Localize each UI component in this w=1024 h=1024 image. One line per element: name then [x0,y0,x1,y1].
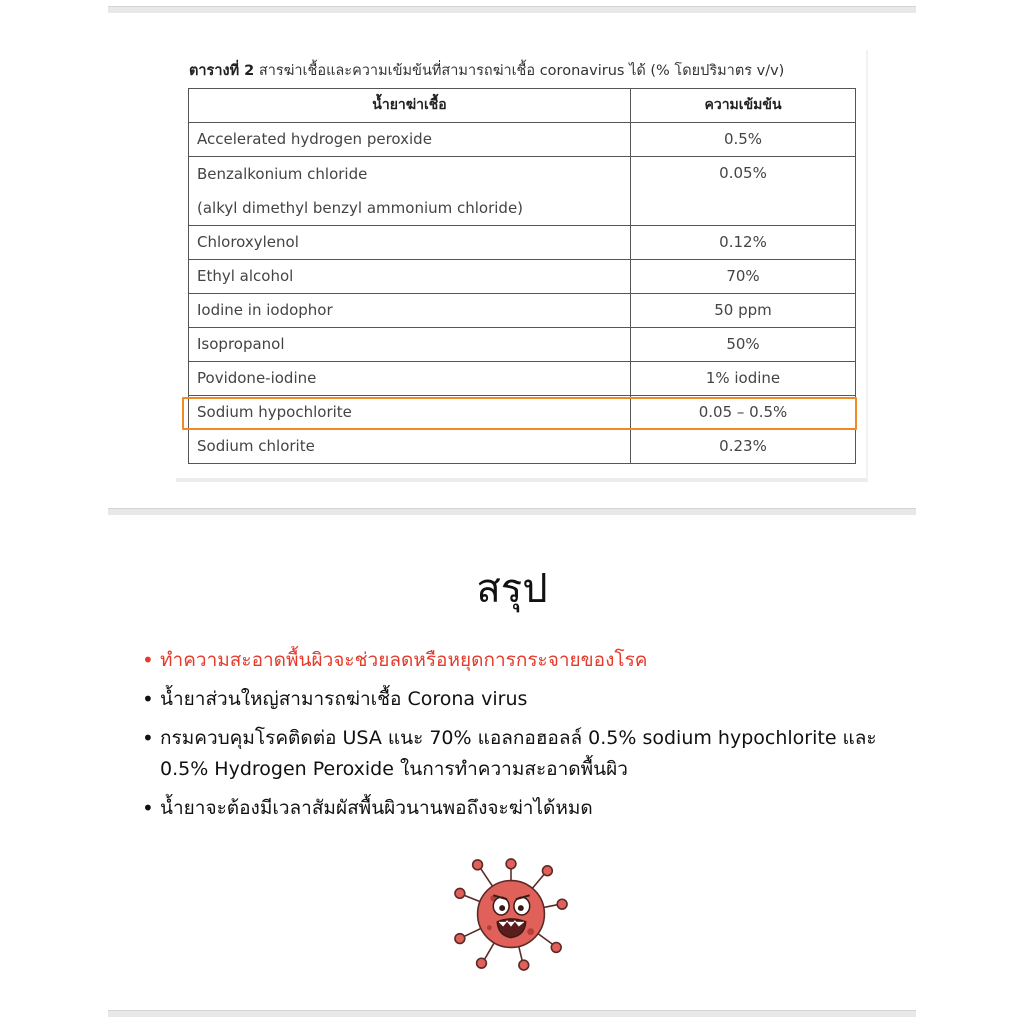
row-concentration: 0.5% [631,123,856,157]
list-item: • กรมควบคุมโรคติดต่อ USA แนะ 70% แอลกอฮอลล์ 0.5% sodium hypochlorite และ 0.5% Hydrogen Peroxide ในการทำความสะอาดพื้นผิว [140,723,910,785]
row-name: Sodium chlorite [189,430,631,464]
row-name-line2: (alkyl dimethyl benzyl ammonium chloride) [197,199,524,217]
table-caption [189,59,784,82]
row-name: Chloroxylenol [189,226,631,260]
list-item: • น้ำยาจะต้องมีเวลาสัมผัสพื้นผิวนานพอถึงจะฆ่าได้หมด [140,793,910,824]
bottom-divider [108,1010,916,1017]
summary-title: สรุป [476,566,548,612]
header-disinfectant: น้ำยาฆ่าเชื้อ [189,89,631,123]
row-concentration: 50 ppm [631,294,856,328]
table-header-row [189,89,856,123]
table-row [189,157,856,226]
virus-cartoon-icon [452,855,570,973]
row-concentration: 0.12% [631,226,856,260]
table-caption-text: สารฆ่าเชื้อและความเข้มข้นที่สามารถฆ่าเชื้อ coronavirus ได้ (% โดยปริมาตร v/v) [258,63,785,79]
table-row [189,260,856,294]
table-row [189,294,856,328]
row-concentration: 1% iodine [631,362,856,396]
row-name: Accelerated hydrogen peroxide [189,123,631,157]
row-concentration: 70% [631,260,856,294]
row-name [189,157,631,226]
list-item: • น้ำยาส่วนใหญ่สามารถฆ่าเชื้อ Corona virus [140,684,910,715]
table-row [189,362,856,396]
table-row [189,226,856,260]
header-concentration: ความเข้มข้น [631,89,856,123]
top-divider [108,6,916,13]
row-concentration: 0.23% [631,430,856,464]
row-name: Iodine in iodophor [189,294,631,328]
table-row [189,123,856,157]
table-caption-label: ตารางที่ 2 [189,63,255,79]
table-row [189,430,856,464]
row-name: Sodium hypochlorite [189,396,631,430]
row-concentration: 0.05% [631,157,856,226]
list-item: • ทำความสะอาดพื้นผิวจะช่วยลดหรือหยุดการกระจายของโรค [140,645,910,676]
row-concentration: 50% [631,328,856,362]
row-name-line1: Benzalkonium chloride [197,165,368,183]
disinfectant-table [188,88,856,464]
middle-divider [108,508,916,515]
row-name: Povidone-iodine [189,362,631,396]
table-row-highlighted [189,396,856,430]
table-row [189,328,856,362]
summary-list [140,645,910,832]
row-name: Isopropanol [189,328,631,362]
row-name: Ethyl alcohol [189,260,631,294]
row-concentration: 0.05 – 0.5% [631,396,856,430]
